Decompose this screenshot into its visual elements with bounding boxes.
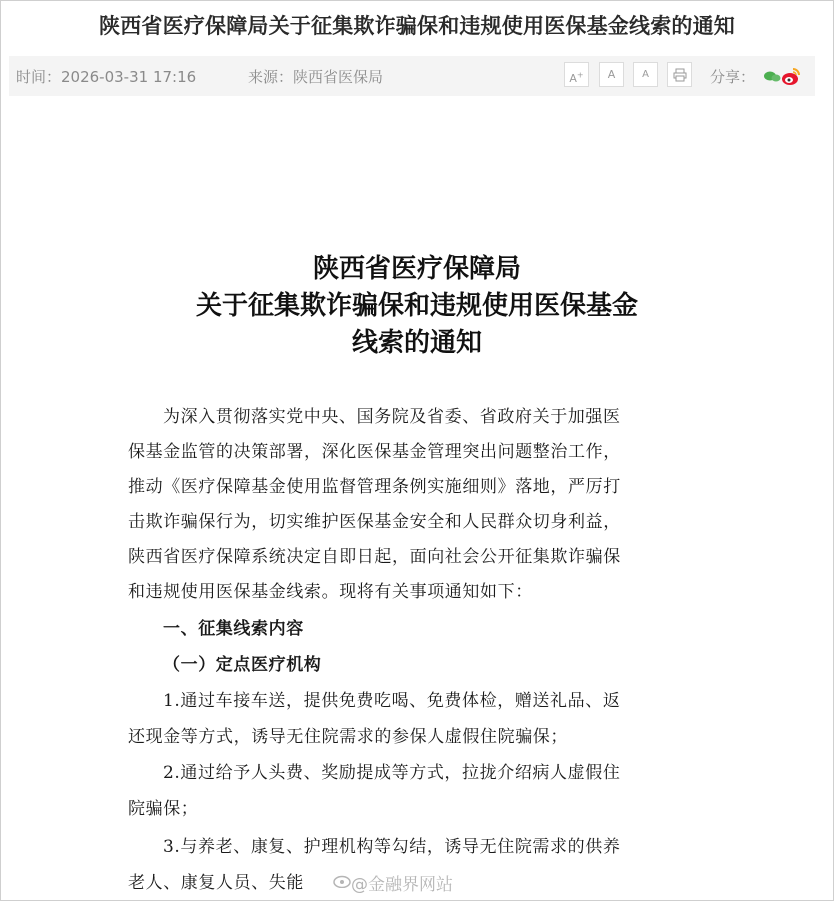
paragraph-line: 保基金监管的决策部署，深化医保基金管理突出问题整治工作， [128, 442, 621, 462]
list-item-line: 3.与养老、康复、护理机构等勾结，诱导无住院需求的供养 [163, 837, 621, 857]
document-title-line-1: 陕西省医疗保障局 [312, 254, 521, 284]
paragraph-line: 和违规使用医保基金线索。现将有关事项通知如下： [128, 582, 533, 602]
watermark: @金融界网站 [351, 875, 453, 895]
font-increase-button[interactable] [564, 62, 589, 87]
font-medium-icon: A [607, 68, 616, 81]
font-small-icon: A [642, 69, 649, 80]
list-item-line: 2.通过给予人头费、奖励提成等方式，拉拢介绍病人虚假住 [163, 763, 621, 783]
paragraph-line: 陕西省医疗保障系统决定自即日起，面向社会公开征集欺诈骗保 [128, 547, 621, 567]
page-title: 陕西省医疗保障局关于征集欺诈骗保和违规使用医保基金线索的通知 [99, 14, 735, 38]
article-source: 来源：陕西省医保局 [248, 68, 384, 86]
font-small-button[interactable] [633, 62, 658, 87]
publish-time: 时间：2026-03-31 17:16 [16, 68, 197, 86]
list-item-line: 还现金等方式，诱导无住院需求的参保人虚假住院骗保； [128, 727, 568, 747]
list-item-line: 1.通过车接车送，提供免费吃喝、免费体检，赠送礼品、返 [163, 691, 621, 711]
print-button[interactable] [667, 62, 692, 87]
print-icon [673, 68, 687, 82]
document-title-line-3: 线索的通知 [351, 328, 482, 358]
article-meta-bar [9, 56, 815, 96]
list-item-line: 院骗保； [128, 799, 199, 819]
section-heading: 一、征集线索内容 [163, 619, 304, 639]
weibo-share-icon[interactable] [782, 69, 799, 85]
paragraph-line: 击欺诈骗保行为，切实维护医保基金安全和人民群众切身利益， [128, 512, 621, 532]
list-item-line: 老人、康复人员、失能 [128, 873, 304, 893]
share-label: 分享： [710, 68, 756, 86]
share-icons [762, 64, 802, 88]
paragraph-line: 推动《医疗保障基金使用监督管理条例实施细则》落地，严厉打 [128, 477, 621, 497]
document-title-line-2: 关于征集欺诈骗保和违规使用医保基金 [195, 291, 638, 321]
paragraph-line: 为深入贯彻落实党中央、国务院及省委、省政府关于加强医 [163, 407, 621, 427]
weibo-watermark-icon [333, 872, 351, 888]
font-increase-icon: A+ [569, 70, 584, 85]
subsection-heading: （一）定点医疗机构 [163, 655, 322, 675]
font-medium-button[interactable] [599, 62, 624, 87]
wechat-share-icon[interactable] [764, 72, 781, 82]
